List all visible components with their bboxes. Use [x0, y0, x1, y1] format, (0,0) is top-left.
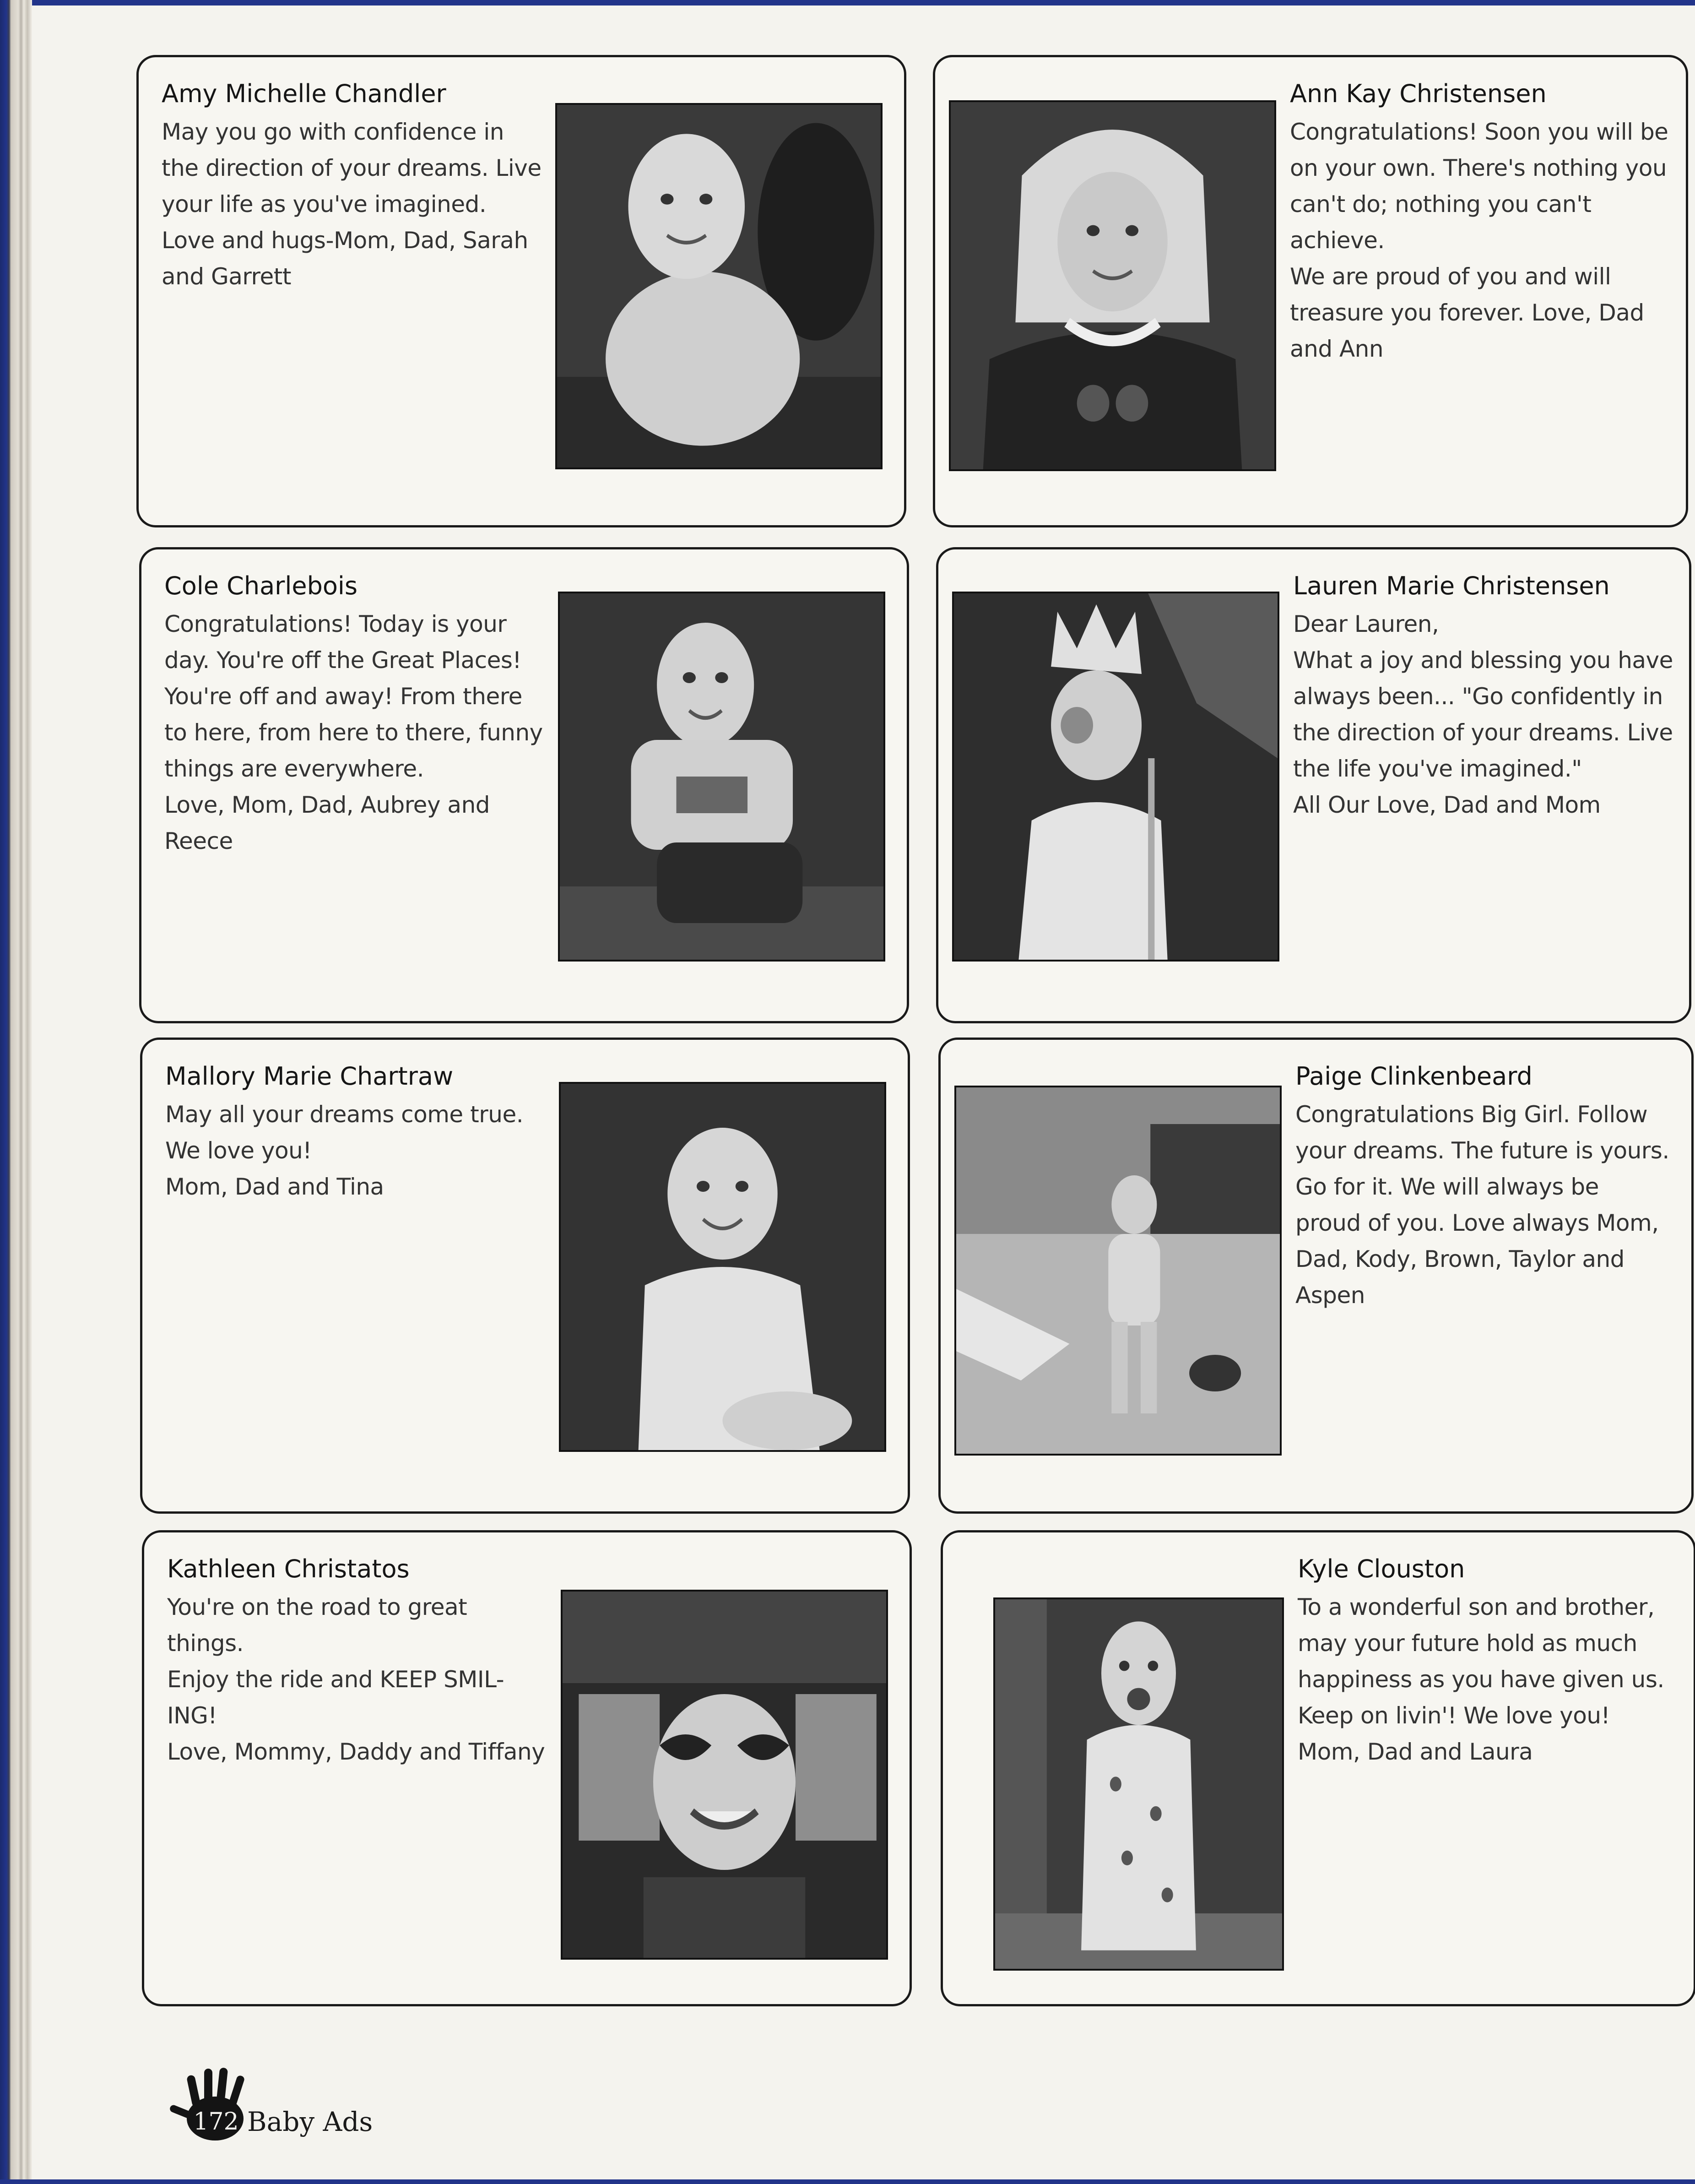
bottom-border — [0, 2179, 1695, 2184]
ad-message: May you go with confidence in the direction of your dreams. Live your life as you've imagined. Love and hugs-Mom, Dad, Sarah and Garrett — [162, 119, 542, 290]
ad-name: Mallory Marie Chartraw — [165, 1062, 454, 1091]
section-title: Baby Ads — [247, 2106, 373, 2137]
ad-message: Congratulations! Soon you will be on your own. There's nothing you can't do; nothing you can't achieve. We are proud of you and will treasure you forever. Love, Dad and Ann — [1290, 119, 1668, 362]
ad-name: Amy Michelle Chandler — [162, 79, 446, 108]
book-spine — [0, 0, 32, 2184]
ad-card-cole-charlebois — [139, 547, 909, 1023]
ad-message: May all your dreams come true. We love you! Mom, Dad and Tina — [165, 1101, 524, 1200]
ad-name: Cole Charlebois — [164, 571, 358, 600]
top-border — [32, 0, 1695, 5]
ad-name: Paige Clinkenbeard — [1295, 1062, 1533, 1091]
ad-name: Lauren Marie Christensen — [1293, 571, 1610, 600]
baby-photo — [555, 103, 883, 469]
ad-name: Kyle Clouston — [1298, 1554, 1465, 1583]
baby-photo — [954, 1086, 1282, 1456]
ad-message: Dear Lauren, What a joy and blessing you have always been... "Go confidently in the direction of your dreams. Live the life you've imagined." All Our Love, Dad and Mom — [1293, 611, 1673, 818]
baby-photo — [559, 1082, 886, 1452]
ad-message: To a wonderful son and brother, may your future hold as much happiness as you have given us. Keep on livin'! We love you! Mom, Dad and Laura — [1298, 1594, 1664, 1765]
ad-card-paige-clinkenbeard — [938, 1038, 1694, 1514]
baby-photo — [952, 592, 1279, 962]
ad-message: Congratulations Big Girl. Follow your dreams. The future is yours. Go for it. We will always be proud of you. Love always Mom, Dad, Kody, Brown, Taylor and Aspen — [1295, 1101, 1669, 1309]
yearbook-page — [32, 5, 1695, 2179]
ad-card-ann-christensen — [933, 55, 1688, 527]
ad-message: Congratulations! Today is your day. You're off the Great Places! You're off and away! From there to here, from here to there, funny things are everywhere. Love, Mom, Dad, Aubrey and Reece — [164, 611, 543, 854]
ad-card-amy-chandler — [136, 55, 906, 527]
ad-card-kathleen-christatos — [142, 1530, 912, 2006]
page-number: 172 — [193, 2108, 239, 2135]
baby-photo — [558, 592, 885, 962]
ad-card-kyle-clouston — [941, 1530, 1695, 2006]
ad-card-lauren-christensen — [936, 547, 1691, 1023]
ad-name: Ann Kay Christensen — [1290, 79, 1547, 108]
baby-photo — [561, 1590, 888, 1960]
baby-photo — [993, 1597, 1284, 1971]
baby-photo — [949, 100, 1276, 471]
ad-message: You're on the road to great things. Enjoy the ride and KEEP SMIL- ING! Love, Mommy, Daddy and Tiffany — [167, 1594, 545, 1765]
ad-card-mallory-chartraw — [140, 1038, 910, 1514]
ad-name: Kathleen Christatos — [167, 1554, 410, 1583]
